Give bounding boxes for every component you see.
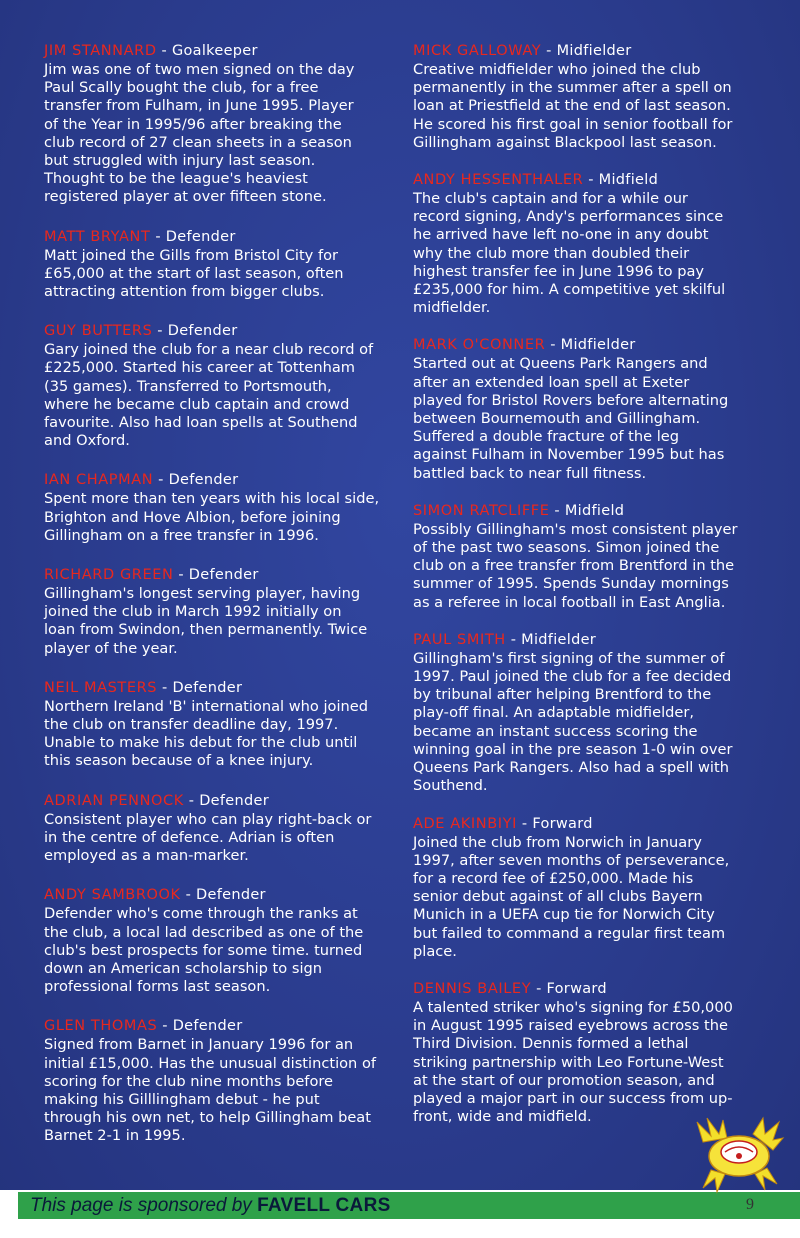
player-position: Midfield	[598, 172, 659, 189]
bio-line: as a referee in local football in East Anglia.	[413, 593, 726, 611]
player-position: Defender	[172, 1018, 243, 1035]
bio-line: Gary joined the club for a near club record of	[44, 341, 374, 359]
bio-line: striking partnership with Leo Fortune-West	[413, 1053, 724, 1071]
heading-separator: -	[545, 337, 561, 354]
bio-line: Thought to be the league's heaviest	[44, 170, 308, 188]
bio-line: 1997. Paul joined the club for a fee decided	[413, 668, 732, 686]
heading-separator: -	[549, 502, 565, 519]
player-position: Defender	[167, 323, 238, 340]
player-name: ADE AKINBIYI	[413, 815, 517, 832]
bio-line: in the centre of defence. Adrian is often	[44, 828, 335, 846]
player-name: GLEN THOMAS	[44, 1018, 158, 1035]
bio-line: at the start of our promotion season, and	[413, 1071, 715, 1089]
bio-line: Munich in a UEFA cup tie for Norwich City	[413, 906, 715, 924]
bio-line: the club on transfer deadline day, 1997.	[44, 716, 339, 734]
player-position: Midfield	[564, 502, 625, 519]
bio-line: this season because of a knee injury.	[44, 752, 314, 770]
player-bio	[413, 521, 763, 612]
player-entry-dennis-bailey	[413, 980, 763, 1126]
bio-line: The club's captain and for a while our	[413, 190, 688, 208]
player-name: RICHARD GREEN	[44, 567, 174, 584]
player-position: Goalkeeper	[171, 43, 258, 59]
bio-line: club record of 27 clean sheets in a season	[44, 133, 352, 151]
bio-line: of the past two seasons. Simon joined the	[413, 539, 720, 557]
bio-line: Gillingham against Blackpool last season.	[413, 133, 717, 151]
player-heading	[44, 679, 394, 698]
player-entry-neil-masters	[44, 679, 394, 771]
player-position: Midfielder	[521, 631, 597, 648]
player-bio	[44, 905, 394, 996]
heading-separator: -	[531, 980, 547, 997]
bio-line: Matt joined the Gills from Bristol City for	[44, 246, 339, 264]
club-crest-icon	[693, 1112, 785, 1194]
player-entry-andy-sambrook	[44, 886, 394, 996]
bio-line: Gillingham on a free transfer in 1996.	[44, 526, 319, 544]
player-name: ADRIAN PENNOCK	[44, 792, 184, 809]
bio-line: Gillingham's first signing of the summer of	[413, 649, 725, 667]
player-bio	[44, 490, 394, 545]
heading-separator: -	[152, 323, 168, 340]
player-entry-guy-butters	[44, 322, 394, 450]
player-name: ANDY HESSENTHALER	[413, 172, 584, 189]
bio-line: 1997, after seven months of perseverance,	[413, 851, 730, 869]
bio-line: £235,000 for him. A competitive yet skilful	[413, 281, 726, 299]
bio-line: He scored his first goal in senior football for	[413, 115, 733, 133]
bio-line: loan at Priestfield at the end of last season.	[413, 97, 731, 115]
player-heading	[44, 471, 394, 490]
bio-line: but struggled with injury last season.	[44, 152, 316, 170]
heading-separator: -	[541, 43, 557, 59]
bio-line: after an extended loan spell at Exeter	[413, 373, 690, 391]
heading-separator: -	[156, 43, 172, 59]
bio-line: (35 games). Transferred to Portsmouth,	[44, 377, 332, 395]
bio-line: favourite. Also had loan spells at Southend	[44, 414, 358, 432]
bio-line: became an instant success scoring the	[413, 722, 698, 740]
bio-line: Signed from Barnet in January 1996 for an	[44, 1036, 354, 1054]
bio-line: Brighton and Hove Albion, before joining	[44, 508, 341, 526]
player-heading	[413, 336, 763, 355]
heading-separator: -	[183, 792, 200, 809]
player-heading	[44, 42, 394, 61]
player-position: Midfielder	[556, 43, 632, 59]
heading-separator: -	[157, 679, 173, 696]
heading-separator: -	[173, 567, 189, 584]
player-name: SIMON RATCLIFFE	[413, 502, 550, 519]
player-entry-mark-o-conner	[413, 336, 763, 482]
bio-line: club on a free transfer from Brentford in the	[413, 557, 735, 575]
bio-line: attracting attention from bigger clubs.	[44, 283, 325, 301]
player-bio	[44, 811, 394, 866]
player-position: Forward	[532, 815, 593, 832]
player-position: Defender	[188, 567, 259, 584]
player-position: Defender	[168, 472, 239, 489]
player-name: ANDY SAMBROOK	[44, 887, 181, 904]
bio-line: Barnet 2-1 in 1995.	[44, 1127, 186, 1145]
bio-line: of the Year in 1995/96 after breaking the	[44, 115, 342, 133]
player-entry-ade-akinbiyi	[413, 815, 763, 961]
bio-line: making his Gilllingham debut - he put	[44, 1090, 320, 1108]
bio-line: permanently in the summer after a spell on	[413, 79, 732, 97]
bio-line: Joined the club from Norwich in January	[413, 833, 702, 851]
bio-line: initial £15,000. Has the unusual distinction of	[44, 1054, 377, 1072]
player-entry-simon-ratcliffe	[413, 502, 763, 612]
player-entry-jim-stannard	[44, 42, 394, 207]
player-position: Defender	[165, 228, 236, 245]
bio-line: where he became club captain and crowd	[44, 395, 350, 413]
player-heading	[44, 228, 394, 247]
bio-line: in August 1995 raised eyebrows across the	[413, 1017, 728, 1035]
player-name: IAN CHAPMAN	[44, 472, 154, 489]
player-name: MARK O'CONNER	[413, 337, 546, 354]
player-bio	[413, 834, 763, 961]
player-heading	[44, 1017, 394, 1036]
bio-line: record signing, Andy's performances since	[413, 208, 724, 226]
bio-line: joined the club in March 1992 initially on	[44, 603, 342, 621]
bio-line: for a record fee of £250,000. Made his	[413, 869, 694, 887]
bio-line: by tribunal after helping Brentford to the	[413, 686, 712, 704]
player-entry-andy-hessenthaler	[413, 171, 763, 317]
bio-line: place.	[413, 942, 457, 960]
player-name: MICK GALLOWAY	[413, 43, 542, 59]
player-name: JIM STANNARD	[44, 43, 157, 59]
bio-line: Possibly Gillingham's most consistent player	[413, 520, 738, 538]
bio-line: why the club more than doubled their	[413, 244, 690, 262]
player-entry-adrian-pennock	[44, 792, 394, 866]
player-bio	[44, 61, 394, 207]
player-name: GUY BUTTERS	[44, 323, 153, 340]
bio-line: Defender who's come through the ranks at	[44, 905, 358, 923]
bio-line: the club, a local lad described as one of the	[44, 923, 364, 941]
bio-line: play-off final. An adaptable midfielder,	[413, 704, 695, 722]
bio-line: £225,000. Started his career at Tottenham	[44, 359, 355, 377]
left-column	[44, 42, 394, 1167]
player-bio	[413, 999, 763, 1126]
player-bio	[413, 355, 763, 482]
bio-line: Started out at Queens Park Rangers and	[413, 355, 708, 373]
bio-line: down an American scholarship to sign	[44, 959, 323, 977]
player-bio	[44, 341, 394, 450]
player-heading	[413, 815, 763, 834]
bio-line: professional forms last season.	[44, 978, 271, 996]
bio-line: Third Division. Dennis formed a lethal	[413, 1035, 689, 1053]
player-name: NEIL MASTERS	[44, 679, 158, 696]
bio-line: Suffered a double fracture of the leg	[413, 428, 680, 446]
player-position: Defender	[196, 887, 266, 904]
player-entry-ian-chapman	[44, 471, 394, 545]
sponsor-prefix: This page is sponsored by	[30, 1195, 258, 1216]
bio-line: Unable to make his debut for the club until	[44, 734, 358, 752]
heading-separator: -	[150, 228, 166, 245]
heading-separator: -	[157, 1018, 173, 1035]
sponsor-text	[30, 1195, 391, 1217]
player-heading	[413, 42, 763, 61]
player-bio	[413, 650, 763, 796]
player-heading	[44, 566, 394, 585]
bio-line: senior debut against of all clubs Bayern	[413, 888, 703, 906]
bio-line: A talented striker who's signing for £50,000	[413, 998, 733, 1016]
player-bio	[44, 698, 394, 771]
bio-line: Queens Park Rangers. Also had a spell with	[413, 759, 729, 777]
heading-separator: -	[505, 631, 522, 648]
bio-line: registered player at over fifteen stone.	[44, 188, 327, 206]
page-number: 9	[746, 1196, 754, 1213]
bio-line: Southend.	[413, 777, 488, 795]
bio-line: played for Bristol Rovers before alternating	[413, 391, 729, 409]
bio-line: Spent more than ten years with his local side,	[44, 490, 380, 508]
bio-line: winning goal in the pre season 1-0 win over	[413, 740, 733, 758]
bio-line: front, wide and midfield.	[413, 1108, 592, 1126]
player-heading	[44, 792, 394, 811]
bio-line: £65,000 at the start of last season, often	[44, 264, 344, 282]
bio-line: Gillingham's longest serving player, having	[44, 585, 361, 603]
bio-line: club's best prospects for some time. turned	[44, 941, 363, 959]
heading-separator: -	[583, 172, 599, 189]
heading-separator: -	[516, 815, 533, 832]
player-heading	[413, 980, 763, 999]
player-position: Midfielder	[560, 337, 636, 354]
player-heading	[413, 502, 763, 521]
player-bio	[44, 585, 394, 658]
player-heading	[413, 631, 763, 650]
bio-line: midfielder.	[413, 299, 491, 317]
player-heading	[44, 886, 394, 905]
player-name: PAUL SMITH	[413, 631, 506, 648]
bio-line: transfer from Fulham, in June 1995. Player	[44, 97, 354, 115]
player-position: Defender	[172, 679, 243, 696]
bio-line: Northern Ireland 'B' international who joined	[44, 697, 369, 715]
bio-line: summer of 1995. Spends Sunday mornings	[413, 575, 729, 593]
player-entry-matt-bryant	[44, 228, 394, 302]
player-bio	[413, 61, 763, 152]
bio-line: he arrived have left no-one in any doubt	[413, 226, 709, 244]
bio-line: employed as a man-marker.	[44, 847, 249, 865]
player-position: Defender	[199, 792, 270, 809]
player-bio	[44, 247, 394, 302]
player-heading	[44, 322, 394, 341]
player-entry-glen-thomas	[44, 1017, 394, 1145]
bio-line: scoring for the club nine months before	[44, 1072, 334, 1090]
bio-line: played a major part in our success from up-	[413, 1089, 733, 1107]
bio-line: battled back to near full fitness.	[413, 464, 647, 482]
bio-line: between Bournemouth and Gillingham.	[413, 410, 701, 428]
player-entry-mick-galloway	[413, 42, 763, 152]
heading-separator: -	[180, 887, 197, 904]
bio-line: player of the year.	[44, 639, 178, 657]
bio-line: Paul Scally bought the club, for a free	[44, 79, 319, 97]
player-heading	[413, 171, 763, 190]
right-column	[413, 42, 763, 1145]
player-bio	[413, 190, 763, 317]
player-name: MATT BRYANT	[44, 228, 151, 245]
bio-line: Creative midfielder who joined the club	[413, 61, 701, 78]
sponsor-name: FAVELL CARS	[257, 1195, 391, 1216]
bio-line: against Fulham in November 1995 but has	[413, 446, 725, 464]
bio-line: Jim was one of two men signed on the day	[44, 61, 355, 78]
player-position: Forward	[546, 980, 607, 997]
bio-line: highest transfer fee in June 1996 to pay	[413, 262, 705, 280]
bio-line: through his own net, to help Gillingham beat	[44, 1109, 371, 1127]
heading-separator: -	[153, 472, 169, 489]
player-entry-richard-green	[44, 566, 394, 658]
bio-line: and Oxford.	[44, 432, 130, 450]
player-name: DENNIS BAILEY	[413, 980, 532, 997]
bio-line: loan from Swindon, then permanently. Twice	[44, 621, 368, 639]
bio-line: but failed to command a regular first team	[413, 924, 726, 942]
player-bio	[44, 1036, 394, 1145]
player-entry-paul-smith	[413, 631, 763, 796]
bio-line: Consistent player who can play right-back or	[44, 810, 372, 828]
